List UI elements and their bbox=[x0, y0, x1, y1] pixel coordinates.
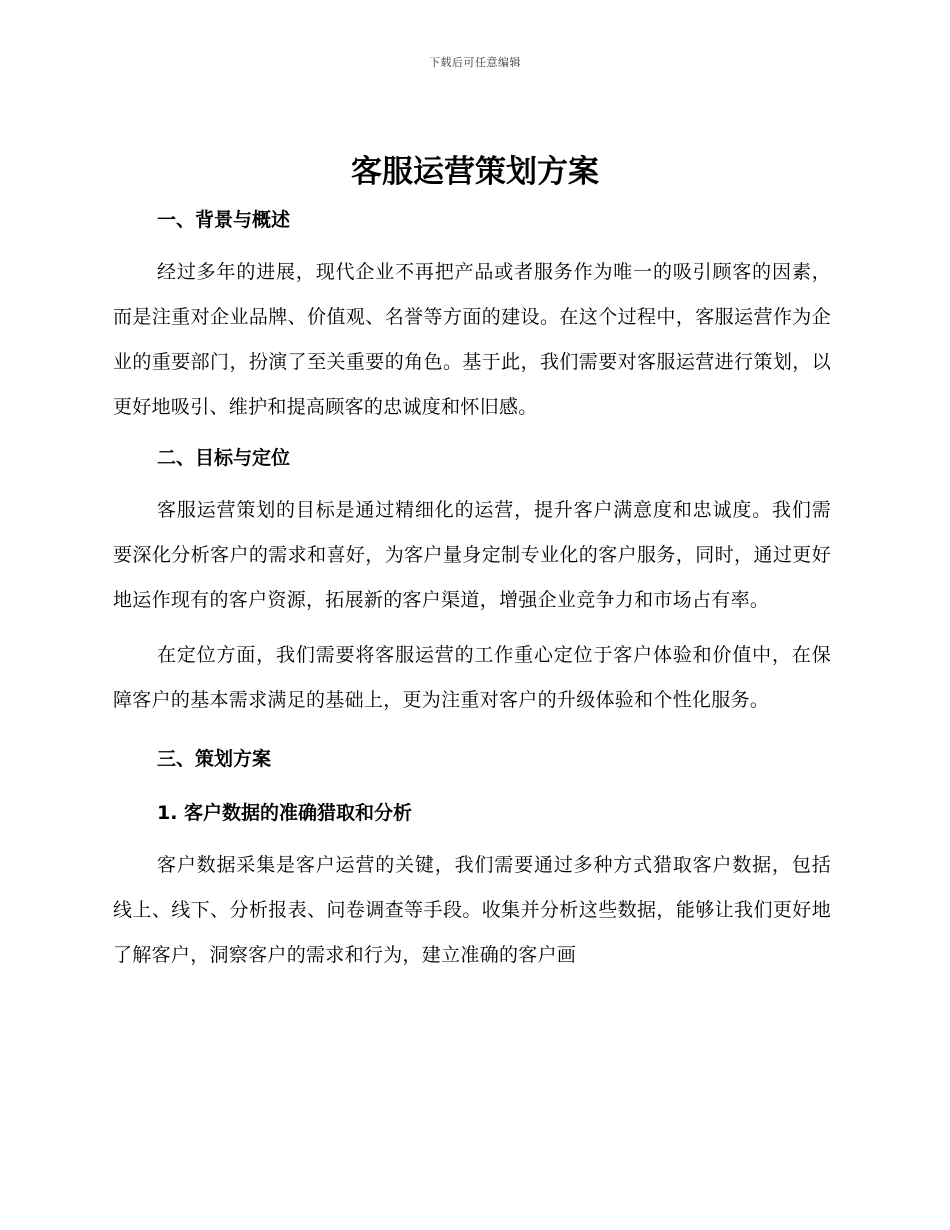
section-heading-goals: 二、目标与定位 bbox=[157, 447, 291, 469]
page-header-note: 下载后可任意编辑 bbox=[429, 56, 521, 69]
document-title: 客服运营策划方案 bbox=[351, 154, 599, 190]
paragraph-positioning: 在定位方面，我们需要将客服运营的工作重心定位于客户体验和价值中，在保障客户的基本需求满足的基础上，更为注重对客户的升级体验和个性化服务。 bbox=[113, 644, 831, 711]
document-body bbox=[113, 200, 831, 978]
subsection-heading-customer-data: 1. 客户数据的准确猎取和分析 bbox=[157, 802, 413, 824]
paragraph-background: 经过多年的进展，现代企业不再把产品或者服务作为唯一的吸引顾客的因素，而是注重对企业品牌、价值观、名誉等方面的建设。在这个过程中，客服运营作为企业的重要部门，扮演了至关重要的角色。基于此，我们需要对客服运营进行策划，以更好地吸引、维护和提高顾客的忠诚度和怀旧感。 bbox=[113, 261, 831, 418]
paragraph-customer-data: 客户数据采集是客户运营的关键，我们需要通过多种方式猎取客户数据，包括线上、线下、分析报表、问卷调查等手段。收集并分析这些数据，能够让我们更好地了解客户，洞察客户的需求和行为，建立准确的客户画 bbox=[113, 854, 831, 966]
paragraph-goals: 客服运营策划的目标是通过精细化的运营，提升客户满意度和忠诚度。我们需要深化分析客户的需求和喜好，为客户量身定制专业化的客户服务，同时，通过更好地运作现有的客户资源，拓展新的客户渠道，增强企业竞争力和市场占有率。 bbox=[113, 499, 831, 611]
section-heading-plan: 三、策划方案 bbox=[157, 748, 272, 770]
section-heading-background: 一、背景与概述 bbox=[157, 209, 291, 231]
